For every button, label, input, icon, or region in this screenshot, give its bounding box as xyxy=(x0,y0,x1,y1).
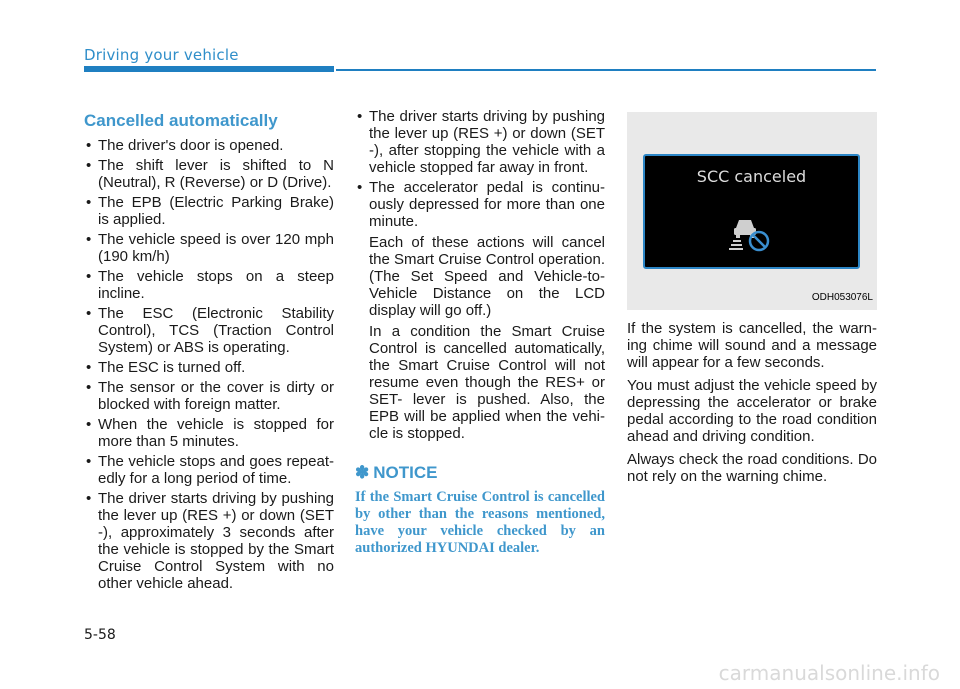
lcd-figure xyxy=(627,112,877,310)
scc-canceled-car-icon xyxy=(729,214,773,254)
column-right xyxy=(627,108,877,485)
cancel-conditions-list-continued xyxy=(355,108,605,230)
list-item: • The ESC is turned off. xyxy=(84,359,334,376)
list-item: • The ESC (Electronic Stability Control), TCS (Traction Control System) or ABS is operating. xyxy=(84,305,334,356)
list-item: • The vehicle speed is over 120 mph (190 km/h) xyxy=(84,231,334,265)
section-header-title: Driving your vehicle xyxy=(84,46,239,64)
body-paragraph: Always check the road conditions. Do not rely on the warning chime. xyxy=(627,451,877,485)
list-item: • When the vehicle is stopped for more than 5 minutes. xyxy=(84,416,334,450)
header-rule-thin xyxy=(336,69,876,71)
notice-title: NOTICE xyxy=(373,463,438,482)
notice-heading xyxy=(355,464,605,481)
column-left xyxy=(84,108,334,595)
lcd-message: SCC canceled xyxy=(696,167,807,186)
watermark: carmanualsonline.info xyxy=(718,661,940,685)
header-rule-thick xyxy=(84,66,334,72)
lcd-display xyxy=(643,154,860,269)
cancel-conditions-list xyxy=(84,137,334,592)
body-paragraph: If the system is cancelled, the warning chime will sound and a message will appear for a few seconds. xyxy=(627,320,877,371)
list-item: • The driver starts driving by pushing the lever up (RES +) or down (SET -), after stopping the vehicle with a vehicle stopped far away in front. xyxy=(355,108,605,176)
section-heading: Cancelled automatically xyxy=(84,111,278,130)
list-item: • The vehicle stops and goes repeatedly for a long period of time. xyxy=(84,453,334,487)
column-middle xyxy=(355,108,605,557)
notice-star-icon: ✽ xyxy=(355,463,370,482)
list-item: • The vehicle stops on a steep incline. xyxy=(84,268,334,302)
body-paragraph: In a condition the Smart Cruise Control is cancelled automatically, the Smart Cruise Control will not resume even though the RES+ or SET- lever is pushed. Also, the EPB will be applied when the vehicle is stopped. xyxy=(369,323,605,442)
body-paragraph: You must adjust the vehicle speed by depressing the accelerator or brake pedal according to the road condition ahead and driving condition. xyxy=(627,377,877,445)
page-number: 5-58 xyxy=(84,627,116,643)
list-item: • The driver starts driving by pushing the lever up (RES +) or down (SET -), approximately 3 seconds after the vehicle is stopped by the Smart Cruise Control System with no other vehicle ahead. xyxy=(84,490,334,592)
figure-code: ODH053076L xyxy=(811,292,873,303)
list-item: • The sensor or the cover is dirty or blocked with foreign matter. xyxy=(84,379,334,413)
list-item: • The driver's door is opened. xyxy=(84,137,334,154)
notice-body: If the Smart Cruise Control is cancelled by other than the reasons mentioned, have your vehicle checked by an authorized HYUNDAI dealer. xyxy=(355,489,605,556)
list-item: • The accelerator pedal is continuously depressed for more than one minute. xyxy=(355,179,605,230)
list-item: • The EPB (Electric Parking Brake) is applied. xyxy=(84,194,334,228)
list-item: • The shift lever is shifted to N (Neutral), R (Reverse) or D (Drive). xyxy=(84,157,334,191)
body-paragraph: Each of these actions will cancel the Smart Cruise Control operation. (The Set Speed and Vehicle-to-Vehicle Distance on the LCD display will go off.) xyxy=(369,234,605,319)
